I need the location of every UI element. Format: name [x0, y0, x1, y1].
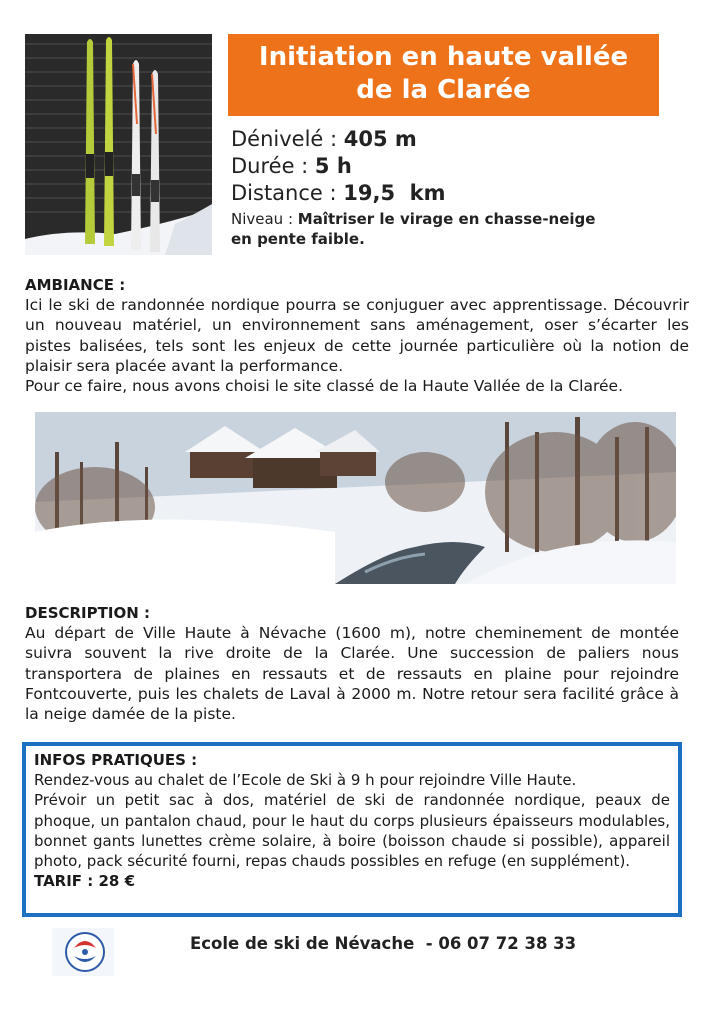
- trip-stats: [231, 126, 671, 249]
- infos-heading: INFOS PRATIQUES :: [34, 751, 198, 769]
- stat-duree: [231, 153, 671, 180]
- infos-line-2: Prévoir un petit sac à dos, matériel de ski de randonnée nordique, peaux de phoque, un pantalon chaud, pour le haut du corps plusieurs épaisseurs modulables, bonnet gants lunettes crème solaire, à boire (boisson chaude si possible), appareil photo, pack sécurité fourni, repas chauds possibles en refuge (en supplément).: [34, 791, 670, 871]
- ambiance-heading: AMBIANCE :: [25, 276, 126, 294]
- title-banner: [228, 34, 659, 116]
- title-line-2: de la Clarée: [356, 75, 531, 105]
- description-heading: DESCRIPTION :: [25, 604, 150, 622]
- valley-photo: [35, 412, 676, 584]
- infos-pratiques-box: [22, 742, 682, 917]
- duree-value: 5 h: [314, 154, 352, 178]
- ski-school-logo: [52, 928, 114, 976]
- tarif: TARIF : 28 €: [34, 872, 136, 891]
- niveau-value-2: en pente faible.: [231, 230, 365, 248]
- distance-value: 19,5 km: [343, 181, 446, 205]
- niveau-label: Niveau :: [231, 210, 298, 228]
- skis-photo: [25, 34, 212, 255]
- stat-niveau: [231, 209, 671, 249]
- title-line-1: Initiation en haute vallée: [258, 42, 629, 72]
- description-text: Au départ de Ville Haute à Névache (1600 m), notre cheminement de montée suivra souvent la rive droite de la Clarée. Une succession de paliers nous transportera de plaines en ressauts et de ressauts en plaine pour rejoindre Fontcouverte, puis les chalets de Laval à 2000 m. Notre retour sera facilité grâce à la neige damée de la piste.: [25, 624, 679, 724]
- denivele-value: 405 m: [343, 127, 417, 151]
- ambiance-text-2: Pour ce faire, nous avons choisi le site classé de la Haute Vallée de la Clarée.: [25, 377, 624, 396]
- duree-label: Durée :: [231, 154, 315, 178]
- infos-line-1: Rendez-vous au chalet de l’Ecole de Ski à 9 h pour rejoindre Ville Haute.: [34, 771, 577, 789]
- ambiance-text: Ici le ski de randonnée nordique pourra se conjuguer avec apprentissage. Découvrir un nouveau matériel, un environnement sans aménagement, oser s’écarter les pistes balisées, tels sont les enjeux de cette journée particulière où la notion de plaisir sera placée avant la performance.: [25, 296, 689, 375]
- stat-distance: [231, 180, 671, 207]
- denivele-label: Dénivelé :: [231, 127, 344, 151]
- footer-contact: Ecole de ski de Névache - 06 07 72 38 33: [190, 934, 577, 953]
- ambiance-section: [25, 275, 689, 396]
- stat-denivele: [231, 126, 671, 153]
- description-section: [25, 603, 679, 724]
- niveau-value-1: Maîtriser le virage en chasse-neige: [297, 210, 596, 228]
- distance-label: Distance :: [231, 181, 344, 205]
